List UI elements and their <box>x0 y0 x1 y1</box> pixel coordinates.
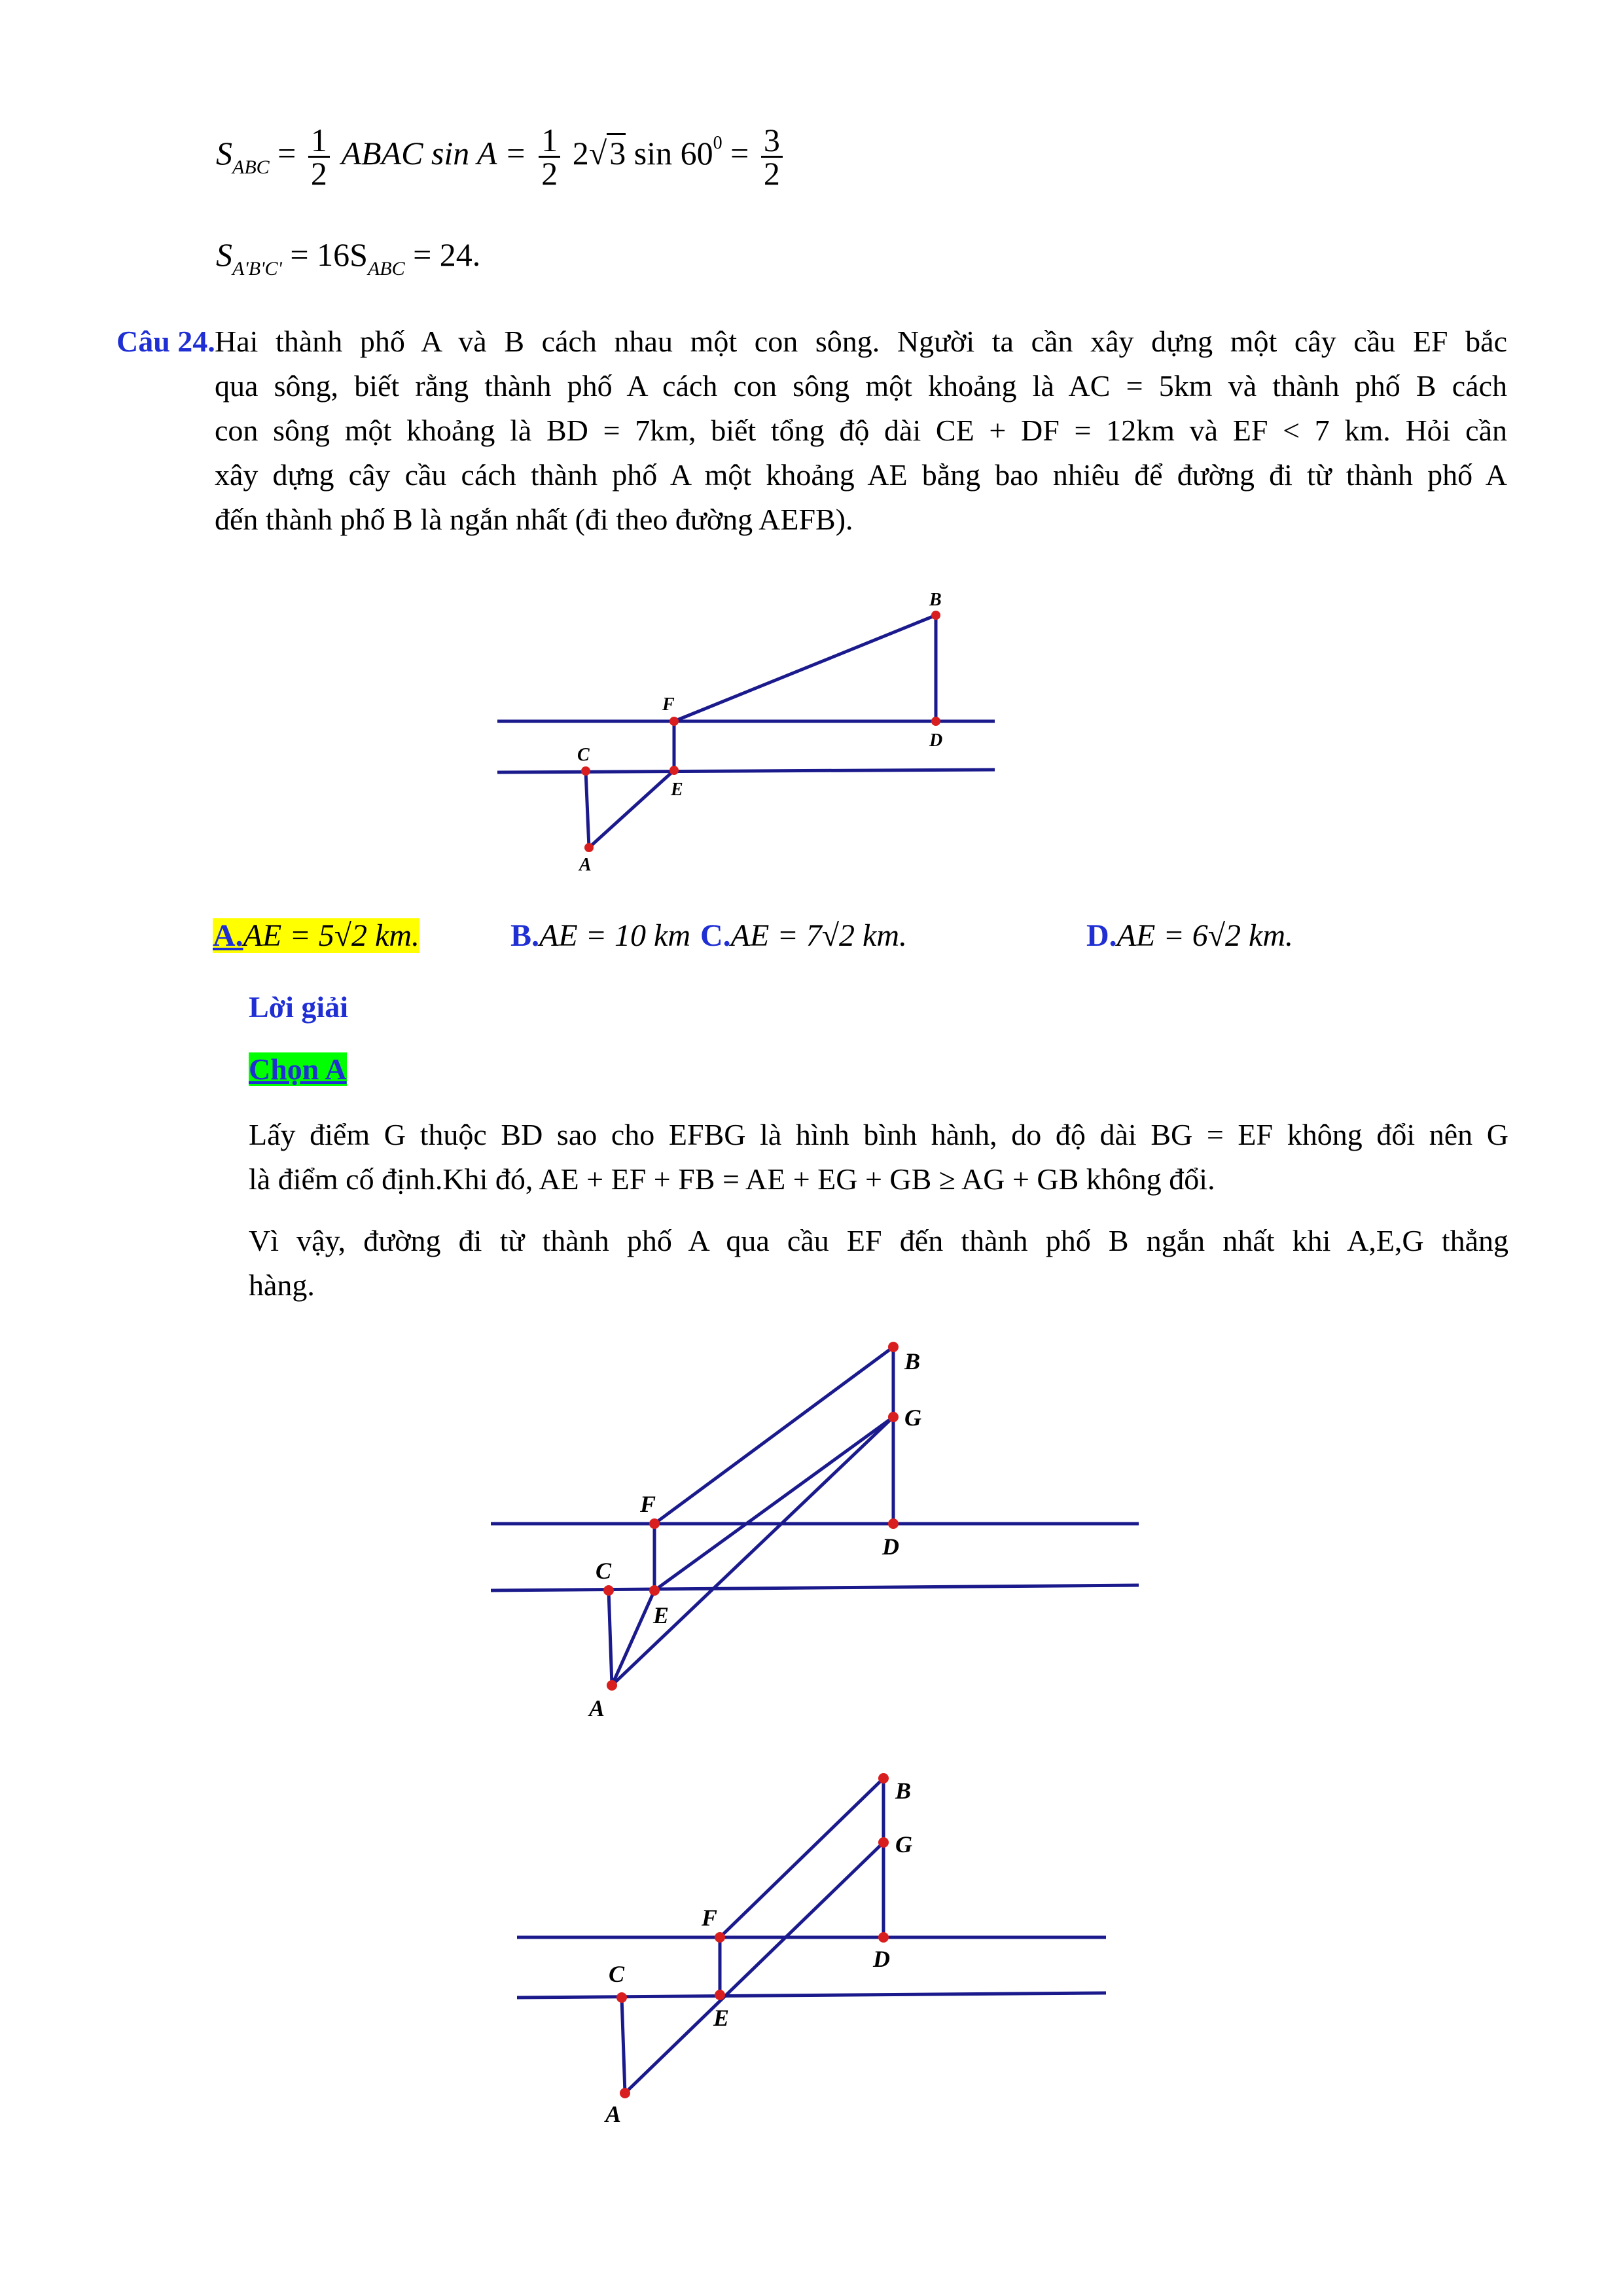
segment-eg <box>654 1417 893 1590</box>
segment-fb <box>654 1347 893 1524</box>
formula-eq: = <box>277 135 296 171</box>
formula-area-abc-prime <box>216 232 480 291</box>
label-f: F <box>662 694 675 715</box>
frac-den: 2 <box>763 155 780 192</box>
option-d <box>1086 914 1293 958</box>
option-b-label: B. <box>510 918 540 953</box>
option-a-box <box>213 918 419 953</box>
point-g <box>878 1837 889 1848</box>
root-value: 3 <box>607 133 626 171</box>
option-a-text: AE = 5√2 km. <box>243 918 420 953</box>
segment-ac <box>586 771 589 848</box>
frac-den: 2 <box>310 155 327 192</box>
point-d <box>878 1932 889 1943</box>
point-c <box>581 766 590 776</box>
fraction-result <box>761 122 783 192</box>
formula-s: S <box>216 135 232 171</box>
question-line: Hai thành phố A và B cách nhau một con sông. Người ta cần xây dựng một cây cầu EF bắc <box>215 325 1507 358</box>
point-e <box>649 1585 660 1596</box>
question-line: qua sông, biết rằng thành phố A cách con sông một khoảng là AC = 5km và thành phố B cách <box>215 369 1507 403</box>
label-b: B <box>895 1778 912 1804</box>
formula-s: S <box>216 236 232 273</box>
label-a: A <box>589 1695 605 1721</box>
option-c <box>700 914 907 958</box>
option-d-label: D. <box>1086 918 1117 953</box>
formula-end: = 24. <box>413 236 481 273</box>
label-d: D <box>882 1534 899 1560</box>
label-e: E <box>653 1602 669 1628</box>
point-a <box>584 843 594 852</box>
formula-sub-2: ABC <box>367 258 405 279</box>
label-c: C <box>577 745 590 765</box>
frac-num: 3 <box>761 124 783 158</box>
label-g: G <box>904 1405 921 1431</box>
formula-mid: ABAC sin A = <box>341 135 527 171</box>
point-b <box>931 611 940 620</box>
fraction-half-2 <box>539 122 560 192</box>
point-d <box>888 1518 899 1529</box>
solution-line: Lấy điểm G thuộc BD sao cho EFBG là hình bình hành, do độ dài BG = EF không đổi nên G <box>249 1118 1508 1151</box>
river-bank-lower <box>517 1993 1106 1998</box>
formula-sub: ABC <box>232 156 270 178</box>
solution-paragraph-1 <box>249 1113 1508 1202</box>
formula-area-abc: $S_{ABC}$ = $\frac{1}{2}$ ABAC sin A = $\frac{1}{2}$ 2√3 $\sin 60^0$ = $\frac{3}{2}$ <box>216 121 787 190</box>
point-g <box>888 1412 899 1422</box>
degree-sup: 0 <box>713 133 722 153</box>
question-label: Câu 24. <box>116 325 215 358</box>
point-b <box>878 1773 889 1784</box>
solution-paragraph-2 <box>249 1219 1508 1308</box>
segment-ag <box>625 1842 883 2093</box>
label-e: E <box>671 780 683 800</box>
option-b-text: AE = 10 km <box>539 918 691 953</box>
segment-ae <box>612 1590 654 1685</box>
figure-3 <box>504 1748 1119 2140</box>
point-a <box>607 1680 617 1691</box>
river-bank-lower <box>491 1585 1139 1590</box>
point-e <box>669 766 679 775</box>
segment-fb <box>674 615 936 721</box>
label-d: D <box>929 730 943 751</box>
solution-line: hàng. <box>249 1268 315 1302</box>
root-coef: 2 <box>572 135 589 171</box>
point-c <box>616 1992 627 2003</box>
segment-ac <box>609 1590 612 1685</box>
label-a: A <box>605 2101 622 2127</box>
label-g: G <box>895 1831 912 1857</box>
frac-num: 1 <box>308 124 330 158</box>
segment-ac <box>622 1998 625 2093</box>
label-c: C <box>596 1558 612 1584</box>
solution-heading: Lời giải <box>249 990 348 1024</box>
point-c <box>603 1585 614 1596</box>
figure-1 <box>484 576 1008 877</box>
option-c-label: C. <box>700 918 731 953</box>
segment-fb <box>720 1778 883 1937</box>
sin-term: sin 60 <box>633 135 713 171</box>
point-f <box>649 1518 660 1529</box>
label-f: F <box>702 1905 718 1931</box>
question-body <box>215 319 1507 542</box>
label-f: F <box>640 1491 656 1517</box>
label-e: E <box>713 2005 730 2031</box>
point-d <box>931 717 940 726</box>
figure-2 <box>478 1322 1145 1728</box>
segment-ae <box>589 770 674 848</box>
label-b: B <box>904 1348 921 1374</box>
point-f <box>669 717 679 726</box>
option-a <box>213 914 419 958</box>
label-b: B <box>929 590 942 610</box>
label-c: C <box>609 1961 625 1987</box>
frac-num: 1 <box>539 124 560 158</box>
point-a <box>620 2088 630 2098</box>
question-line: xây dựng cây cầu cách thành phố A một khoảng AE bằng bao nhiêu để đường đi từ thành phố A <box>215 458 1507 492</box>
question-line: đến thành phố B là ngắn nhất (đi theo đường AEFB). <box>215 503 853 536</box>
solution-choice-label: Chọn A <box>249 1052 347 1086</box>
option-c-text: AE = 7√2 km. <box>730 918 908 953</box>
option-d-text: AE = 6√2 km. <box>1116 918 1294 953</box>
solution-line: là điểm cố định.Khi đó, AE + EF + FB = AE + EG + GB ≥ AG + GB không đổi. <box>249 1162 1215 1196</box>
point-e <box>715 1990 725 2000</box>
option-a-label: A. <box>213 918 243 953</box>
solution-line: Vì vậy, đường đi từ thành phố A qua cầu EF đến thành phố B ngắn nhất khi A,E,G thẳng <box>249 1224 1508 1257</box>
label-a: A <box>579 855 592 875</box>
question-line: con sông một khoảng là BD = 7km, biết tổng độ dài CE + DF = 12km và EF < 7 km. Hỏi cần <box>215 414 1507 447</box>
point-b <box>888 1342 899 1352</box>
river-bank-lower <box>497 770 995 772</box>
frac-den: 2 <box>541 155 558 192</box>
formula-sub: A'B'C' <box>232 258 282 279</box>
point-f <box>715 1932 725 1943</box>
fraction-half <box>308 122 330 192</box>
solution-choice <box>249 1047 347 1092</box>
option-b <box>510 914 690 958</box>
formula-eq-2: = <box>730 135 749 171</box>
label-d: D <box>873 1946 890 1972</box>
formula-mid: = 16S <box>290 236 368 273</box>
